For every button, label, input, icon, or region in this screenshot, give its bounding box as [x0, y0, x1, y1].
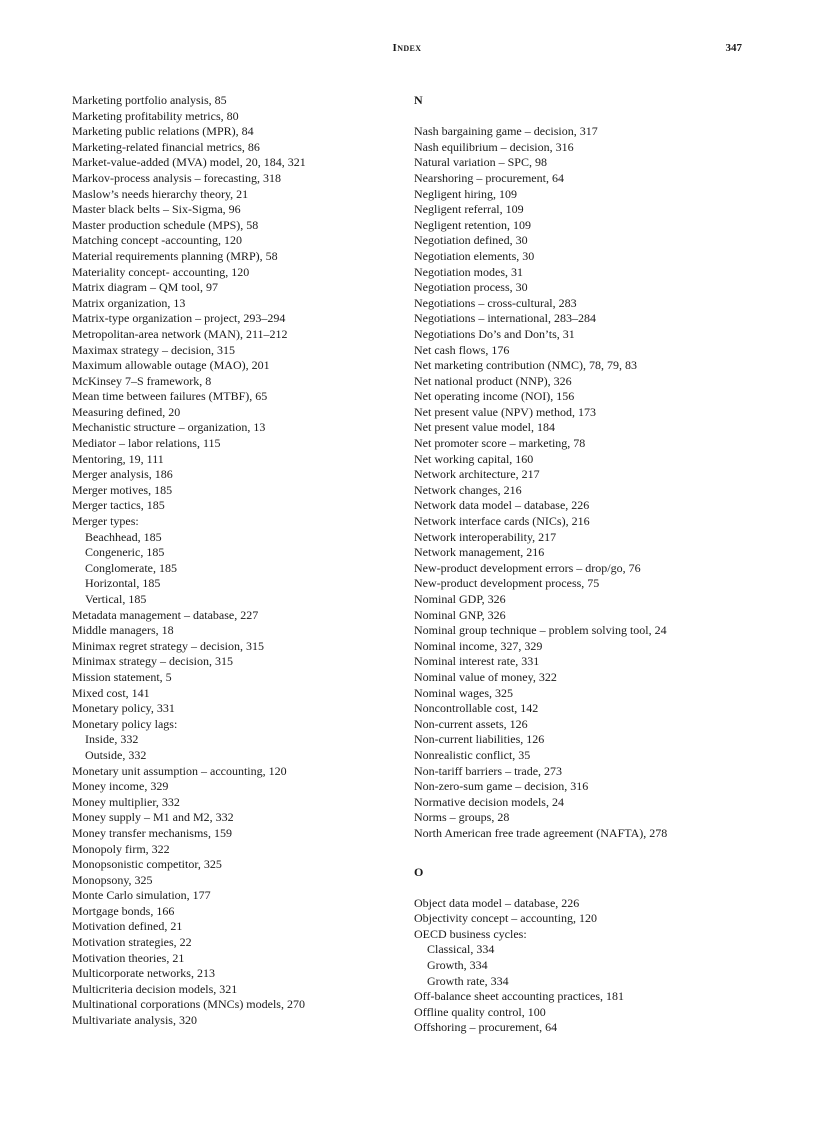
- index-entry: Natural variation – SPC, 98: [414, 155, 547, 170]
- index-entry: Mixed cost, 141: [72, 685, 150, 700]
- index-entry: Merger types:: [72, 514, 139, 529]
- running-title: Index: [392, 42, 422, 54]
- index-entry: Monopsonistic competitor, 325: [72, 857, 222, 872]
- index-entry: Material requirements planning (MRP), 58: [72, 248, 278, 263]
- index-entry: Off-balance sheet accounting practices, 181: [414, 989, 625, 1004]
- index-column-right: [414, 93, 744, 1036]
- index-entry: Nonrealistic conflict, 35: [414, 747, 531, 762]
- index-entry: Net promoter score – marketing, 78: [414, 436, 586, 451]
- index-subentry: Classical, 334: [427, 942, 495, 957]
- index-entry: Object data model – database, 226: [414, 895, 580, 910]
- index-subentry: Inside, 332: [85, 732, 139, 747]
- index-entry: Negligent referral, 109: [414, 202, 524, 217]
- index-entry: Middle managers, 18: [72, 623, 174, 638]
- index-entry: Net operating income (NOI), 156: [414, 389, 575, 404]
- index-entry: Net cash flows, 176: [414, 342, 510, 357]
- index-entry: Money supply – M1 and M2, 332: [72, 810, 234, 825]
- index-entry: McKinsey 7–S framework, 8: [72, 373, 212, 388]
- index-entry: Motivation strategies, 22: [72, 935, 192, 950]
- index-entry: Matrix-type organization – project, 293–294: [72, 311, 286, 326]
- index-entry: Offline quality control, 100: [414, 1004, 546, 1019]
- index-entry: Master production schedule (MPS), 58: [72, 217, 259, 232]
- index-entry: Mean time between failures (MTBF), 65: [72, 389, 268, 404]
- index-entry: Nominal group technique – problem solving tool, 24: [414, 623, 667, 638]
- index-entry: Multicriteria decision models, 321: [72, 981, 238, 996]
- index-entry: Money income, 329: [72, 779, 169, 794]
- index-entry: Merger analysis, 186: [72, 467, 173, 482]
- index-entry: Nominal GNP, 326: [414, 607, 506, 622]
- index-entry: Monetary unit assumption – accounting, 120: [72, 763, 287, 778]
- index-entry: Marketing profitability metrics, 80: [72, 108, 239, 123]
- index-entry: New-product development process, 75: [414, 576, 600, 591]
- index-entry: Network changes, 216: [414, 482, 522, 497]
- index-subentry: Outside, 332: [85, 747, 147, 762]
- index-subentry: Horizontal, 185: [85, 576, 161, 591]
- index-entry: Negotiation defined, 30: [414, 233, 528, 248]
- index-entry: Nearshoring – procurement, 64: [414, 170, 564, 185]
- index-entry: Merger tactics, 185: [72, 498, 165, 513]
- index-entry: Non-zero-sum game – decision, 316: [414, 779, 589, 794]
- index-entry: Maximax strategy – decision, 315: [72, 342, 235, 357]
- section-letter-o: O: [414, 864, 424, 879]
- index-entry: Nominal income, 327, 329: [414, 638, 543, 653]
- index-entry: Negotiation modes, 31: [414, 264, 523, 279]
- index-entry: Metropolitan-area network (MAN), 211–212: [72, 326, 288, 341]
- index-entry: Net national product (NNP), 326: [414, 373, 572, 388]
- index-subentry: Conglomerate, 185: [85, 560, 177, 575]
- index-entry: OECD business cycles:: [414, 926, 527, 941]
- index-entry: Marketing public relations (MPR), 84: [72, 124, 254, 139]
- index-entry: Objectivity concept – accounting, 120: [414, 911, 597, 926]
- index-entry: Multivariate analysis, 320: [72, 1013, 197, 1028]
- index-entry: Matrix diagram – QM tool, 97: [72, 280, 218, 295]
- index-entry: Money multiplier, 332: [72, 794, 180, 809]
- index-entry: Mission statement, 5: [72, 669, 172, 684]
- section-o-entries: [414, 896, 744, 1036]
- index-entry: Master black belts – Six-Sigma, 96: [72, 202, 241, 217]
- index-entry: Norms – groups, 28: [414, 810, 510, 825]
- index-entry: Monopsony, 325: [72, 872, 153, 887]
- index-entry: Nominal wages, 325: [414, 685, 513, 700]
- index-entry: Nominal value of money, 322: [414, 669, 557, 684]
- section-letter-n: N: [414, 93, 423, 107]
- index-entry: Mechanistic structure – organization, 13: [72, 420, 266, 435]
- index-entry: North American free trade agreement (NAFTA), 278: [414, 825, 668, 840]
- index-entry: Network management, 216: [414, 545, 545, 560]
- index-entry: Offshoring – procurement, 64: [414, 1020, 558, 1035]
- index-entry: Materiality concept- accounting, 120: [72, 264, 250, 279]
- index-entry: Negotiations Do’s and Don’ts, 31: [414, 326, 575, 341]
- index-entry: Non-current liabilities, 126: [414, 732, 545, 747]
- index-entry: Motivation defined, 21: [72, 919, 183, 934]
- index-entry: Maximum allowable outage (MAO), 201: [72, 358, 270, 373]
- index-entry: Nash bargaining game – decision, 317: [414, 124, 598, 139]
- index-entry: Minimax regret strategy – decision, 315: [72, 638, 264, 653]
- index-subentry: Congeneric, 185: [85, 545, 165, 560]
- index-entry: Money transfer mechanisms, 159: [72, 825, 232, 840]
- index-entry: Markov-process analysis – forecasting, 318: [72, 170, 281, 185]
- index-entry: Negotiations – international, 283–284: [414, 311, 596, 326]
- index-entry: Maslow’s needs hierarchy theory, 21: [72, 186, 249, 201]
- index-entry: Monopoly firm, 322: [72, 841, 170, 856]
- index-entry: Net working capital, 160: [414, 451, 534, 466]
- index-entry: Nash equilibrium – decision, 316: [414, 139, 574, 154]
- index-entry: Merger motives, 185: [72, 482, 173, 497]
- index-entry: Monetary policy, 331: [72, 701, 175, 716]
- index-entry: Marketing portfolio analysis, 85: [72, 93, 227, 107]
- index-subentry: Beachhead, 185: [85, 529, 162, 544]
- page-number: 347: [725, 42, 742, 54]
- index-entry: Monte Carlo simulation, 177: [72, 888, 211, 903]
- index-entry: Metadata management – database, 227: [72, 607, 259, 622]
- index-entry: Network interoperability, 217: [414, 529, 557, 544]
- index-entry: Mortgage bonds, 166: [72, 903, 175, 918]
- index-subentry: Growth, 334: [427, 958, 488, 973]
- index-entry: Nominal GDP, 326: [414, 592, 506, 606]
- index-entry: Negotiation elements, 30: [414, 248, 535, 263]
- index-entry: Marketing-related financial metrics, 86: [72, 139, 260, 154]
- index-entry: Negligent retention, 109: [414, 217, 531, 232]
- index-entry: Monetary policy lags:: [72, 716, 178, 731]
- index-entry: Network data model – database, 226: [414, 498, 590, 513]
- index-subentry: Vertical, 185: [85, 592, 147, 606]
- index-entry: Non-tariff barriers – trade, 273: [414, 763, 563, 778]
- index-entry: Matrix organization, 13: [72, 295, 186, 310]
- index-entry: Mentoring, 19, 111: [72, 451, 164, 466]
- section-n-entries: [414, 124, 744, 841]
- index-entry: Nominal interest rate, 331: [414, 654, 540, 669]
- running-head: [72, 42, 742, 58]
- index-entry: Noncontrollable cost, 142: [414, 701, 539, 716]
- index-entry: Matching concept -accounting, 120: [72, 233, 242, 248]
- index-entry: Market-value-added (MVA) model, 20, 184, 321: [72, 155, 306, 170]
- index-entry: Negotiation process, 30: [414, 280, 528, 295]
- index-entry: Minimax strategy – decision, 315: [72, 654, 233, 669]
- index-column-left: [72, 93, 392, 1029]
- index-entry: Multinational corporations (MNCs) models, 270: [72, 997, 305, 1012]
- index-entry: Net marketing contribution (NMC), 78, 79, 83: [414, 358, 637, 373]
- index-entry: Non-current assets, 126: [414, 716, 528, 731]
- index-entry: Network architecture, 217: [414, 467, 540, 482]
- index-entry: New-product development errors – drop/go, 76: [414, 560, 641, 575]
- index-entry: Network interface cards (NICs), 216: [414, 514, 590, 529]
- index-entry: Motivation theories, 21: [72, 950, 185, 965]
- index-entry: Negotiations – cross-cultural, 283: [414, 295, 577, 310]
- index-entry: Measuring defined, 20: [72, 404, 181, 419]
- index-entry: Net present value model, 184: [414, 420, 555, 435]
- index-entry: Mediator – labor relations, 115: [72, 436, 221, 451]
- index-subentry: Growth rate, 334: [427, 973, 509, 988]
- index-entry: Multicorporate networks, 213: [72, 966, 215, 981]
- index-entry: Normative decision models, 24: [414, 794, 564, 809]
- index-entry: Net present value (NPV) method, 173: [414, 404, 596, 419]
- index-entry: Negligent hiring, 109: [414, 186, 517, 201]
